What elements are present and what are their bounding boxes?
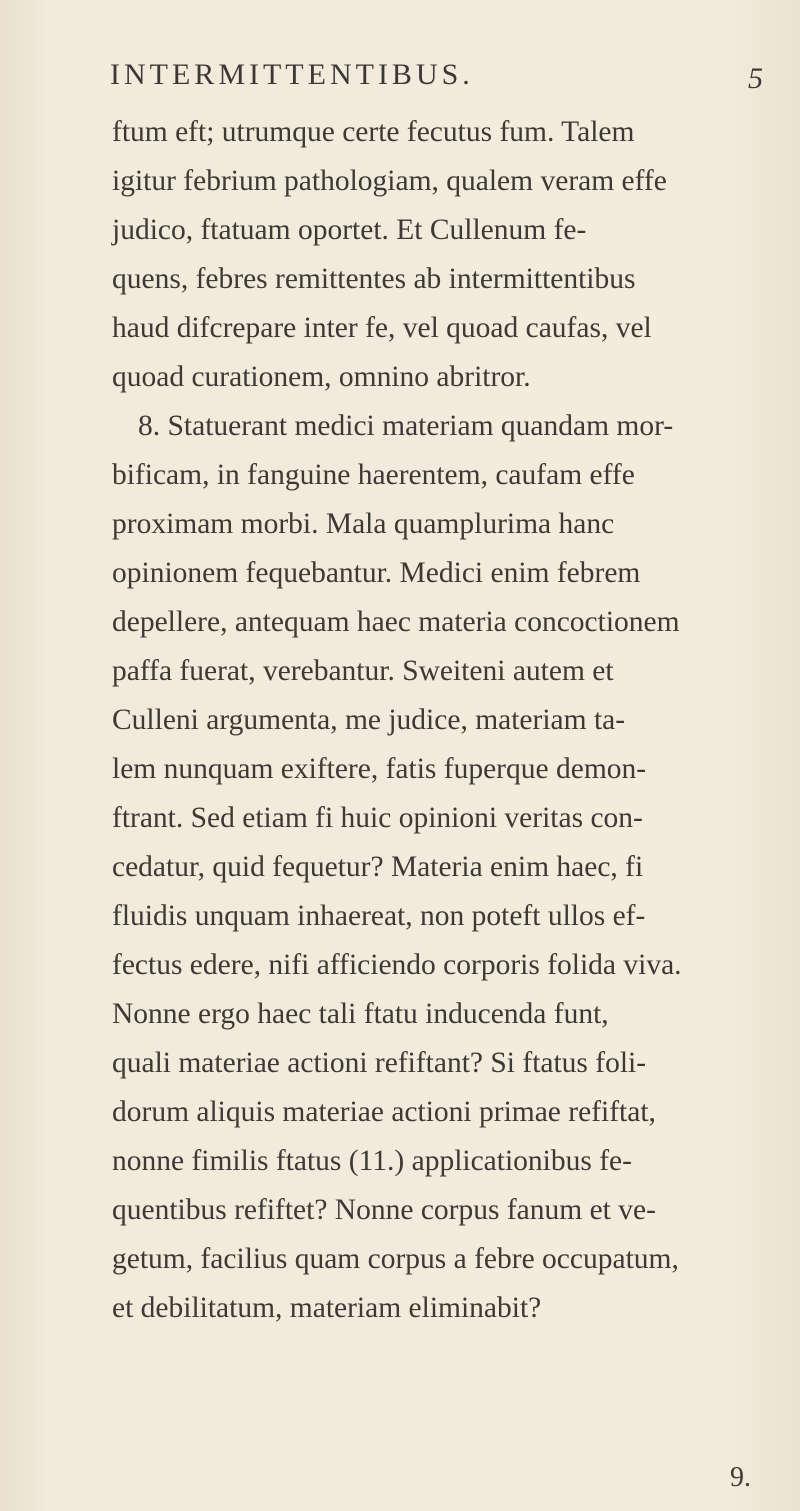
text-line: getum, facilius quam corpus a febre occupatum, — [112, 1243, 679, 1275]
text-line: ftrant. Sed etiam fi huic opinioni veritas con- — [112, 802, 643, 834]
text-line: quens, febres remittentes ab intermittentibus — [112, 263, 636, 295]
text-line: Culleni argumenta, me judice, materiam ta- — [112, 704, 626, 736]
text-line: proximam morbi. Mala quamplurima hanc — [112, 508, 615, 540]
text-line: quentibus refiftet? Nonne corpus fanum et ve- — [112, 1194, 656, 1226]
text-line: judico, ftatuam oportet. Et Cullenum fe- — [112, 214, 587, 246]
catchword: 9. — [730, 1462, 751, 1493]
page-number: 5 — [748, 62, 763, 95]
running-title: INTERMITTENTIBUS. — [110, 58, 474, 91]
text-line: fectus edere, nifi afficiendo corporis folida viva. — [112, 949, 682, 981]
text-line: fluidis unquam inhaereat, non poteft ullos ef- — [112, 900, 646, 932]
text-line: 8. Statuerant medici materiam quandam mor- — [138, 410, 674, 442]
text-line: igitur febrium pathologiam, qualem veram effe — [112, 165, 667, 197]
text-line: bificam, in fanguine haerentem, caufam effe — [112, 459, 635, 491]
text-line: ftum eft; utrumque certe fecutus fum. Talem — [112, 116, 635, 148]
text-line: Nonne ergo haec tali ftatu inducenda funt, — [112, 998, 609, 1030]
text-line: quoad curationem, omnino abritror. — [112, 361, 531, 393]
text-line: lem nunquam exiftere, fatis fuperque demon- — [112, 753, 647, 785]
text-line: et debilitatum, materiam eliminabit? — [112, 1292, 542, 1324]
text-line: cedatur, quid fequetur? Materia enim haec, fi — [112, 851, 644, 883]
text-line: dorum aliquis materiae actioni primae refiftat, — [112, 1096, 656, 1128]
text-line: depellere, antequam haec materia concoctionem — [112, 606, 680, 638]
text-line: haud difcrepare inter fe, vel quoad caufas, vel — [112, 312, 652, 344]
text-line: paffa fuerat, verebantur. Sweiteni autem et — [112, 655, 614, 687]
text-line: quali materiae actioni refiftant? Si ftatus foli- — [112, 1047, 647, 1079]
text-line: nonne fimilis ftatus (11.) applicationibus fe- — [112, 1145, 632, 1177]
text-line: opinionem fequebantur. Medici enim febrem — [112, 557, 641, 589]
